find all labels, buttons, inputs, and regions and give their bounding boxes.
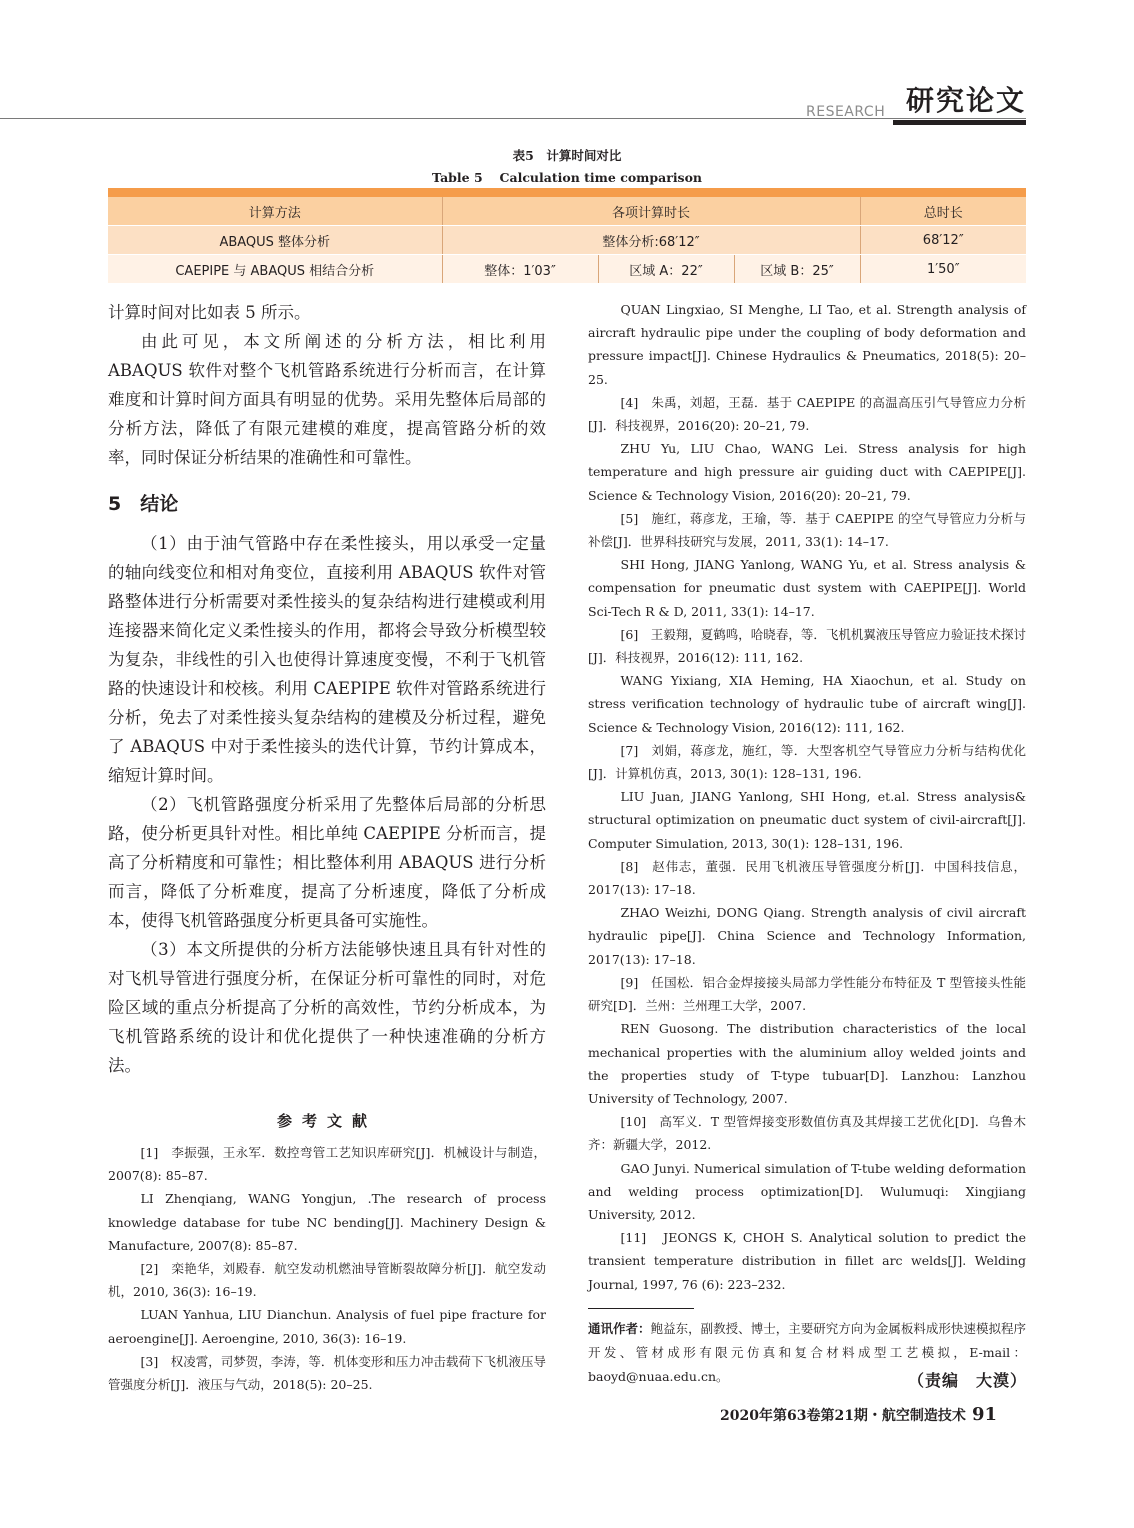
comparison-table [108, 188, 1026, 284]
cell-method: ABAQUS 整体分析 [108, 226, 442, 255]
body-paragraph: 由此可见，本文所阐述的分析方法，相比利用 ABAQUS 软件对整个飞机管路系统进行分析而言，在计算难度和计算时间方面具有明显的优势。采用先整体后局部的分析方法，降低了有限元建模的难度，提高管路分析的效率，同时保证分析结果的准确性和可靠性。 [108, 332, 546, 467]
reference: LI Zhenqiang, WANG Yongjun, .The research of process knowledge database for tube NC bending[J]. Machinery Design & Manufacture, 2007(8): 85–87. [108, 1191, 546, 1253]
references-heading: 参考文献 [276, 1112, 377, 1130]
conclusion-2: （2）飞机管路强度分析采用了先整体后局部的分析思路，使分析更具针对性。相比单纯 CAEPIPE 分析而言，提高了分析精度和可靠性；相比整体利用 ABAQUS 进行分析而言，降低了分析难度，提高了分析速度，降低了分析成本，使得飞机管路强度分析更具备可实施性。 [108, 795, 546, 930]
table-row [108, 226, 1026, 255]
reference: [6] 王毅翔，夏鹤鸣，哈晓春，等．飞机机翼液压导管应力验证技术探讨[J]．科技视界，2016(12): 111, 162. [588, 626, 1026, 666]
issue-info: 2020年第63卷第21期・航空制造技术 [720, 1408, 966, 1424]
note-label: 通讯作者： [588, 1320, 651, 1336]
note-text: 鲍益东，副教授、博士，主要研究方向为金属板料成形快速模拟程序开发、管材成形有限元仿真和复合材料成型工艺模拟，E-mail：baoyd@nuaa.edu.cn。 [588, 1320, 1026, 1384]
conclusion-3: （3）本文所提供的分析方法能够快速且具有针对性的对飞机导管进行强度分析，在保证分析可靠性的同时，对危险区域的重点分析提高了分析的高效性，节约分析成本，为飞机管路系统的设计和优化提供了一种快速准确的分析方法。 [108, 940, 546, 1075]
left-column [108, 298, 546, 1396]
header-method: 计算方法 [108, 197, 442, 226]
reference: LIU Juan, JIANG Yanlong, SHI Hong, et.al. Stress analysis& structural optimization on pneumatic duct system of civil-aircraft[J]. Computer Simulation, 2013, 30(1): 128–131, 196. [588, 789, 1026, 851]
reference: [2] 栾艳华，刘殿春．航空发动机燃油导管断裂故障分析[J]．航空发动机，2010, 36(3): 16–19. [108, 1261, 546, 1300]
header-detail: 各项计算时长 [442, 197, 860, 226]
cell-total: 1′50″ [860, 255, 1026, 284]
reference: [7] 刘娟，蒋彦龙，施红，等．大型客机空气导管应力分析与结构优化[J]．计算机仿真，2013, 30(1): 128–131, 196. [588, 742, 1026, 782]
reference: WANG Yixiang, XIA Heming, HA Xiaochun, et al. Study on stress verification technology of hydraulic tube of aircraft wing[J]. Science & Technology Vision, 2016(12): 111, 162. [588, 673, 1026, 735]
body-paragraph: 计算时间对比如表 5 所示。 [108, 303, 311, 322]
cell-total: 68′12″ [860, 226, 1026, 255]
reference: ZHAO Weizhi, DONG Qiang. Strength analysis of civil aircraft hydraulic pipe[J]. China Science and Technology Information, 2017(13): 17–18. [588, 905, 1026, 967]
reference: LUAN Yanhua, LIU Dianchun. Analysis of fuel pipe fracture for aeroengine[J]. Aeroengine, 2010, 36(3): 16–19. [108, 1307, 546, 1346]
reference: REN Guosong. The distribution characteristics of the local mechanical properties with the aluminium alloy welded joints and the properties study of T-type tubuar[D]. Lanzhou: Lanzhou University of Technology, 2007. [588, 1021, 1026, 1106]
cell-method: CAEPIPE 与 ABAQUS 相结合分析 [108, 255, 442, 284]
conclusion-1: （1）由于油气管路中存在柔性接头，用以承受一定量的轴向线变位和相对角变位，直接利用 ABAQUS 软件对管路整体进行分析需要对柔性接头的复杂结构进行建模或利用连接器来简化定义柔性接头的作用，都将会导致分析模型较为复杂，非线性的引入也使得计算速度变慢，不利于飞机管路的快速设计和校核。利用 CAEPIPE 软件对管路系统进行分析，免去了对柔性接头复杂结构的建模及分析过程，避免了 ABAQUS 中对于柔性接头的迭代计算，节约计算成本，缩短计算时间。 [108, 534, 546, 785]
cell-region-a: 区域 A：22″ [598, 255, 734, 284]
cell-region-b: 区域 B：25″ [734, 255, 860, 284]
section-heading: 5 结论 [108, 493, 179, 515]
header-section-en: RESEARCH [806, 104, 886, 120]
header-total: 总时长 [860, 197, 1026, 226]
editor-credit: （责编 大漠） [908, 1371, 1028, 1390]
page-number: 91 [971, 1404, 997, 1425]
reference: [1] 李振强，王永军．数控弯管工艺知识库研究[J]．机械设计与制造，2007(8): 85–87. [108, 1145, 546, 1184]
footnote-rule [588, 1308, 694, 1309]
reference: SHI Hong, JIANG Yanlong, WANG Yu, et al. Stress analysis & compensation for pneumatic dust system with CAEPIPE[J]. World Sci-Tech R & D, 2011, 33(1): 14–17. [588, 557, 1026, 619]
reference: GAO Junyi. Numerical simulation of T-tube welding deformation and welding process optimization[D]. Wulumuqi: Xingjiang University, 2012. [588, 1160, 1026, 1222]
reference: [11] JEONGS K, CHOH S. Analytical solution to predict the transient temperature distribution in fillet arc welds[J]. Welding Journal, 1997, 76 (6): 223–232. [588, 1230, 1026, 1292]
cell-whole: 整体：1′03″ [442, 255, 598, 284]
table-header-row [108, 197, 1026, 226]
page-footer [720, 1404, 997, 1425]
reference: ZHU Yu, LIU Chao, WANG Lei. Stress analysis for high temperature and high pressure air guiding duct with CAEPIPE[J]. Science & Technology Vision, 2016(20): 20–21, 79. [588, 441, 1026, 503]
table-title-en: Table 5 Calculation time comparison [431, 170, 703, 185]
reference: [8] 赵伟志，董强．民用飞机液压导管强度分析[J]．中国科技信息，2017(13): 17–18. [588, 858, 1026, 898]
reference: [4] 朱禹，刘超，王磊．基于 CAEPIPE 的高温高压引气导管应力分析[J]．科技视界，2016(20): 20–21, 79. [588, 394, 1026, 434]
header-section-cn: 研究论文 [893, 82, 1026, 125]
reference: [9] 任国松．铝合金焊接接头局部力学性能分布特征及 T 型管接头性能研究[D]．兰州：兰州理工大学，2007. [588, 974, 1026, 1014]
table-row [108, 255, 1026, 284]
reference: [5] 施红，蒋彦龙，王瑜，等．基于 CAEPIPE 的空气导管应力分析与补偿[J]．世界科技研究与发展，2011, 33(1): 14–17. [588, 510, 1026, 550]
reference: [10] 高军义．T 型管焊接变形数值仿真及其焊接工艺优化[D]．乌鲁木齐：新疆大学，2012. [588, 1114, 1026, 1153]
reference: [3] 权凌霄，司梦贺，李涛，等．机体变形和压力冲击载荷下飞机液压导管强度分析[J]．液压与气动，2018(5): 20–25. [108, 1353, 546, 1393]
cell-detail: 整体分析:68′12″ [442, 226, 860, 255]
table-top-bar [108, 188, 1026, 197]
table-title-cn: 表5 计算时间对比 [512, 148, 622, 163]
reference: QUAN Lingxiao, SI Menghe, LI Tao, et al. Strength analysis of aircraft hydraulic pipe under the coupling of body deformation and pressure impact[J]. Chinese Hydraulics & Pneumatics, 2018(5): 20–25. [588, 302, 1026, 387]
right-column [588, 298, 1026, 1389]
